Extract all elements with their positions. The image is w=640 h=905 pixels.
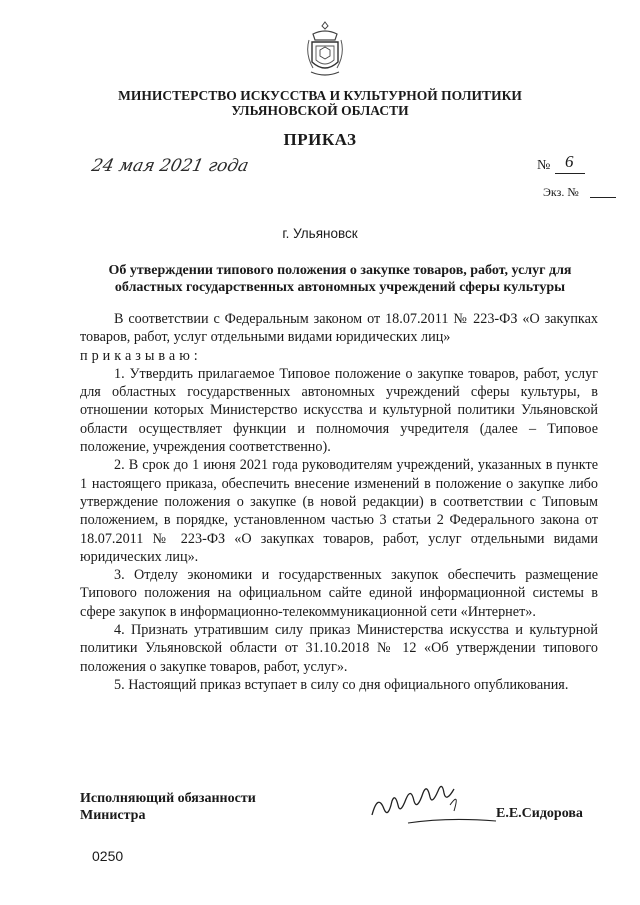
coat-of-arms-emblem: [305, 20, 345, 78]
signatory-name: Е.Е.Сидорова: [496, 806, 583, 821]
order-number-underline: [555, 173, 585, 174]
order-number-value: 6: [565, 152, 574, 171]
copy-number-label: Экз. №: [543, 185, 579, 199]
order-item-2: 2. В срок до 1 июня 2021 года руководителям учреждений, указанных в пункте 1 настоящего приказа, обеспечить внесение изменений в положение о закупке либо утверждение положения о закупке (в новой редакции) в соответствии с Типовым положением, в порядке, установленном частью 3 статьи 2 Федерального закона от 18.07.2011 № 223-ФЗ «О закупках товаров, работ, услуг отдельными видами юридических лиц».: [80, 457, 598, 565]
signatory-role: [80, 790, 256, 824]
order-body: [80, 310, 598, 694]
ministry-name-line1: МИНИСТЕРСТВО ИСКУССТВА И КУЛЬТУРНОЙ ПОЛИТИКИ: [118, 88, 522, 103]
order-subject: Об утверждении типового положения о закупке товаров, работ, услуг для областных государственных автономных учреждений сферы культуры: [108, 263, 572, 295]
signatory-role-line1: Исполняющий обязанности: [80, 791, 256, 806]
order-number-label: №: [537, 158, 551, 173]
city-name: г. Ульяновск: [282, 226, 358, 241]
order-item-3: 3. Отделу экономики и государственных закупок обеспечить размещение Типового положения на официальном сайте единой информационной системы в сфере закупок в информационно-телекоммуникационной сети «Интернет».: [80, 567, 598, 620]
preamble-paragraph: В соответствии с Федеральным законом от 18.07.2011 № 223-ФЗ «О закупках товаров, работ, услуг отдельными видами юридических лиц»: [80, 311, 598, 346]
document-code: 0250: [92, 848, 124, 864]
orders-word: приказываю:: [80, 347, 202, 364]
copy-number-underline: [590, 197, 616, 198]
signatory-role-line2: Министра: [80, 808, 146, 823]
document-type-title: ПРИКАЗ: [283, 130, 357, 149]
ministry-name-line2: УЛЬЯНОВСКОЙ ОБЛАСТИ: [231, 103, 409, 118]
order-item-1: 1. Утвердить прилагаемое Типовое положение о закупке товаров, работ, услуг для областных государственных автономных учреждений сферы культуры, в отношении которых Министерство искусства и культурной политики Ульяновской области осуществляет функции и полномочия учредителя (далее – Типовое положение, учреждения соответственно).: [80, 365, 598, 456]
order-item-5: 5. Настоящий приказ вступает в силу со дня официального опубликования.: [114, 676, 569, 693]
handwritten-date: 24 мая 2021 года: [89, 156, 251, 176]
order-item-4: 4. Признать утратившим силу приказ Министерства искусства и культурной политики Ульяновской области от 31.10.2018 № 12 «Об утверждении типового положения о закупке товаров, работ, услуг».: [80, 622, 598, 675]
handwritten-signature: [368, 785, 508, 830]
